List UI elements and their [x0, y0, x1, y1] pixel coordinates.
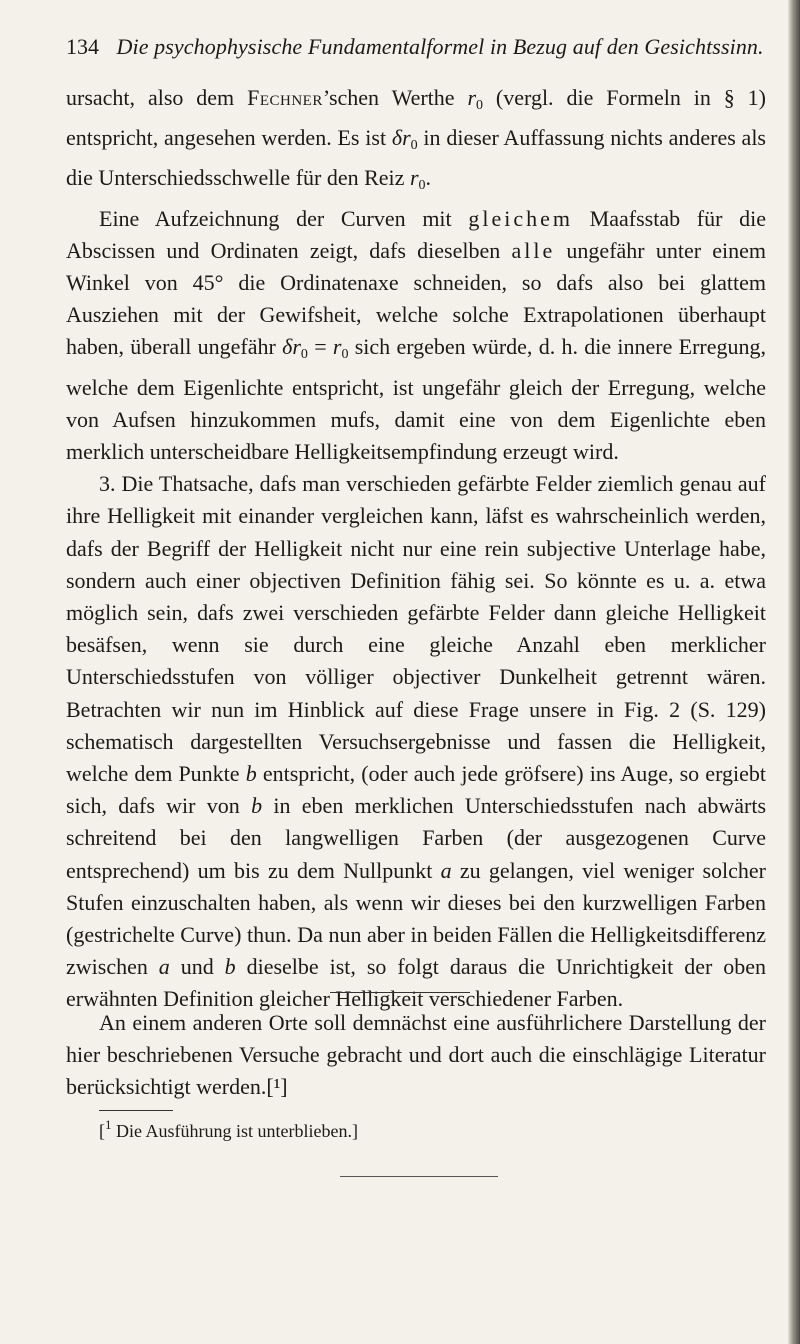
footnote-reference[interactable]: [¹]	[266, 1074, 288, 1100]
main-text	[66, 82, 766, 1016]
author-name: Fechner	[247, 85, 323, 110]
end-rule	[340, 1176, 498, 1177]
paragraph-2: Eine Aufzeichnung der Curven mit gleichem Maafsstab für die Abscissen und Ordinaten zeigt, dafs dieselben alle ungefähr unter einem Winkel von 45° die Ordinatenaxe schneiden, so dafs also bei glattem Ausziehen mit der Gewifsheit, welche solche Extrapolationen überhaupt haben, überall ungefähr $\delta r_0 = r_0$ sich ergeben würde, d. h. die innere Erregung, welche dem Eigenlichte entspricht, ist ungefähr gleich der Erregung, welche von Aufsen hinzukommen mufs, damit eine von dem Eigenlichte eben merklich unterscheidbare Helligkeitsempfindung erzeugt wird.	[66, 205, 766, 465]
footnote: [$^1$ Die Ausführung ist unterblieben.]	[99, 1117, 358, 1141]
page-edge-shadow	[788, 0, 800, 1344]
paragraph-1: ursacht, also dem Fechner’schen Werthe $r_0$ (vergl. die Formeln in § 1) entspricht, angesehen werden. Es ist $\delta r_0$ in dieser Auffassung nichts anderes als die Unterschiedsschwelle für den Reiz $r_0$.	[66, 85, 766, 194]
paragraph-3: 3. Die Thatsache, dafs man verschieden gefärbte Felder ziemlich genau auf ihre Helligkeit mit einander vergleichen kann, läfst es wahrscheinlich werden, dafs der Begriff der Helligkeit nicht nur eine rein subjective Unterlage habe, sondern auch einer objectiven Definition fähig sei. So könnte es u. a. etwa möglich sein, dafs zwei verschieden gefärbte Felder dann gleiche Helligkeit besäfsen, wenn sie durch eine gleiche Anzahl eben merklicher Unterschiedsstufen von völliger objectiver Dunkelheit getrennt wären. Betrachten wir nun im Hinblick auf diese Frage unsere in Fig. 2 (S. 129) schematisch dargestellten Versuchsergebnisse und fassen die Helligkeit, welche dem Punkte b entspricht, (oder auch jede gröfsere) ins Auge, so ergiebt sich, dafs wir von b in eben merklichen Unterschiedsstufen nach abwärts schreitend bei den langwelligen Farben (der ausgezogenen Curve entsprechend) um bis zu dem Nullpunkt a zu gelangen, viel weniger solcher Stufen einzuschalten haben, als wenn wir dieses bei den kurzwelligen Farben (gestrichelte Curve) thun. Da nun aber in beiden Fällen die Helligkeitsdifferenz zwischen a und b dieselbe ist, so folgt daraus die Unrichtigkeit der oben erwähnten Definition gleicher Helligkeit verschiedener Farben.	[66, 471, 767, 1012]
page-number: 134	[66, 34, 99, 59]
running-title: Die psychophysische Fundamentalformel in Bezug auf den Gesichtssinn.	[116, 34, 764, 59]
closing-text	[66, 1007, 766, 1104]
footnote-mark: 1	[105, 1117, 112, 1132]
section-divider	[330, 992, 470, 993]
footnote-rule	[99, 1110, 173, 1111]
running-header	[66, 34, 766, 60]
paragraph-4: An einem anderen Orte soll demnächst eine ausführlichere Darstellung der hier beschriebenen Versuche gebracht und dort auch die einschlägige Literatur berücksichtigt werden.[¹]	[66, 1010, 766, 1100]
